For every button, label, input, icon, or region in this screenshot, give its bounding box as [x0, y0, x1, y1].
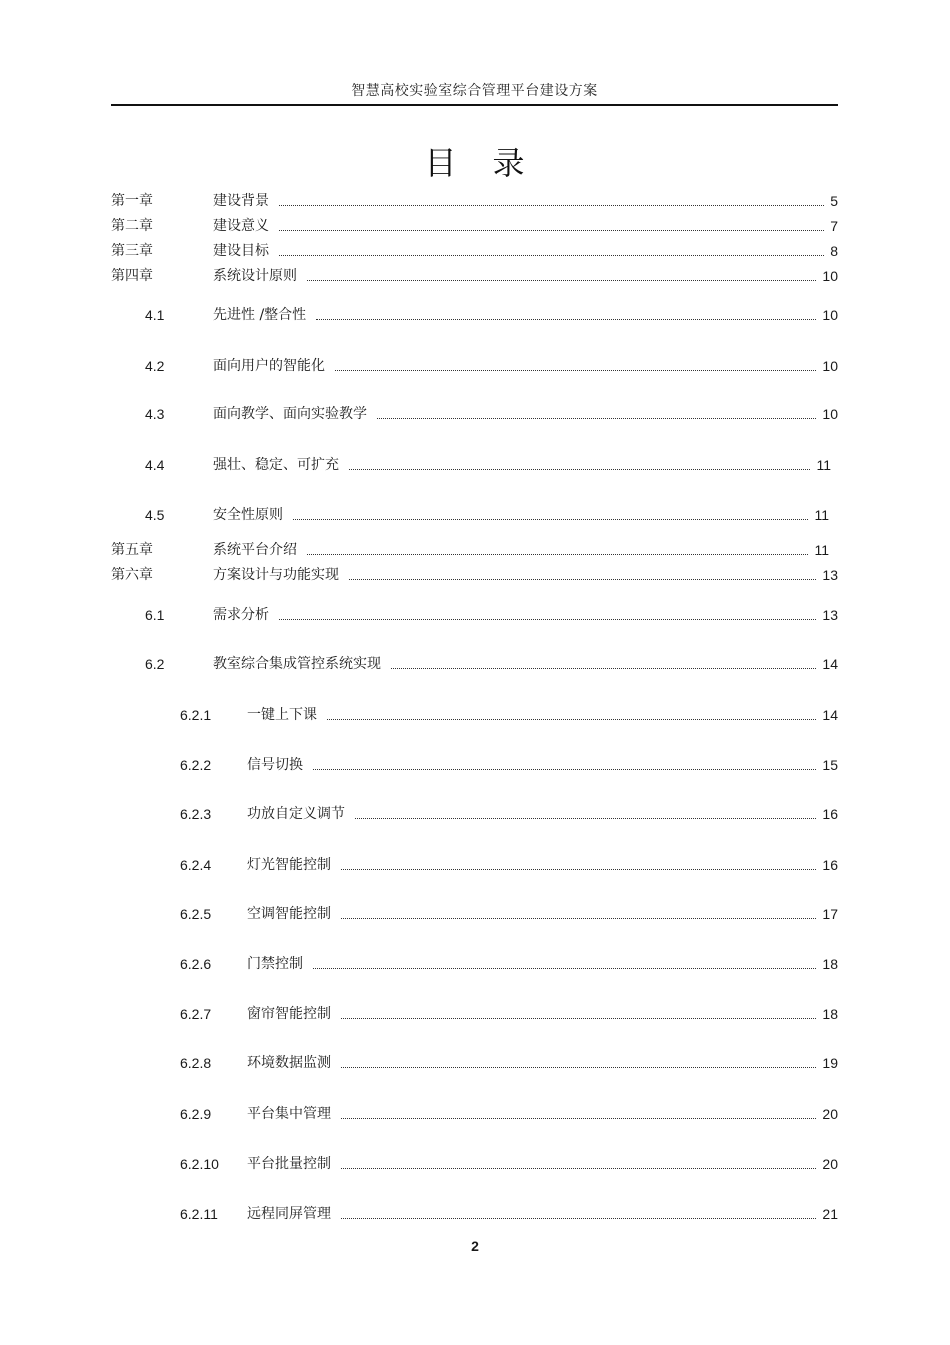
toc-entry-number: 6.2.7 — [180, 1006, 212, 1022]
dot-leader — [313, 954, 816, 974]
toc-entry-title: 空调智能控制 — [247, 906, 331, 922]
toc-entry-number: 第四章 — [111, 268, 153, 284]
dot-leader — [316, 305, 816, 325]
toc-entry-page: 19 — [822, 1055, 838, 1071]
toc-entry-page: 15 — [822, 757, 838, 773]
toc-entry-number: 6.2.11 — [180, 1206, 218, 1222]
header-rule — [111, 104, 838, 106]
dot-leader — [313, 755, 816, 775]
toc-entry-number: 4.5 — [145, 507, 165, 523]
toc-entry-number: 4.4 — [145, 457, 165, 473]
dot-leader — [341, 904, 816, 924]
toc-entry-page: 16 — [822, 857, 838, 873]
toc-entry-page: 14 — [822, 656, 838, 672]
dot-leader — [377, 404, 816, 424]
toc-entry-title: 安全性原则 — [213, 507, 283, 523]
toc-entry[interactable] — [0, 954, 838, 974]
dot-leader — [307, 266, 816, 286]
toc-entry[interactable] — [0, 804, 838, 824]
toc-entry-number: 6.2 — [145, 656, 165, 672]
dot-leader — [391, 654, 816, 674]
dot-leader — [349, 565, 816, 585]
toc-entry-number: 6.2.5 — [180, 906, 212, 922]
toc-entry[interactable] — [0, 755, 838, 775]
toc-entry-page: 18 — [822, 956, 838, 972]
toc-entry-page: 20 — [822, 1106, 838, 1122]
toc-entry-page: 21 — [822, 1206, 838, 1222]
toc-entry-title: 系统平台介绍 — [213, 542, 297, 558]
toc-entry-page: 13 — [822, 567, 838, 583]
dot-leader — [335, 356, 816, 376]
toc-title: 目录 — [424, 144, 561, 182]
dot-leader — [341, 1154, 816, 1174]
toc-entry[interactable] — [0, 455, 831, 475]
toc-entry[interactable] — [0, 404, 838, 424]
toc-entry-title: 强壮、稳定、可扩充 — [213, 457, 339, 473]
toc-entry-title: 系统设计原则 — [213, 268, 297, 284]
dot-leader — [293, 505, 808, 525]
toc-entry-title: 远程同屏管理 — [247, 1206, 331, 1222]
toc-entry-number: 6.1 — [145, 607, 165, 623]
page-number: 2 — [471, 1238, 479, 1254]
toc-entry[interactable] — [0, 216, 838, 236]
toc-entry[interactable] — [0, 1004, 838, 1024]
dot-leader — [349, 455, 810, 475]
toc-entry-page: 5 — [830, 193, 838, 209]
toc-entry-number: 第三章 — [111, 243, 153, 259]
toc-entry-number: 6.2.3 — [180, 806, 212, 822]
toc-entry-page: 10 — [822, 406, 838, 422]
dot-leader — [279, 216, 824, 236]
dot-leader — [341, 1004, 816, 1024]
toc-entry-number: 6.2.8 — [180, 1055, 212, 1071]
toc-entry-title: 需求分析 — [213, 607, 269, 623]
toc-entry-page: 10 — [822, 268, 838, 284]
toc-entry-title: 信号切换 — [247, 757, 303, 773]
toc-entry-title: 门禁控制 — [247, 956, 303, 972]
toc-entry-number: 6.2.10 — [180, 1156, 219, 1172]
toc-entry-title: 功放自定义调节 — [247, 806, 345, 822]
toc-entry-number: 6.2.6 — [180, 956, 212, 972]
toc-entry-title: 建设目标 — [213, 243, 269, 259]
toc-entry-title: 建设背景 — [213, 193, 269, 209]
dot-leader — [341, 855, 816, 875]
toc-entry-page: 18 — [822, 1006, 838, 1022]
toc-entry[interactable] — [0, 855, 838, 875]
toc-entry-page: 10 — [822, 307, 838, 323]
dot-leader — [341, 1104, 816, 1124]
toc-entry[interactable] — [0, 1104, 838, 1124]
toc-entry[interactable] — [0, 1154, 838, 1174]
dot-leader — [279, 241, 824, 261]
toc-entry-title: 窗帘智能控制 — [247, 1006, 331, 1022]
toc-entry[interactable] — [0, 654, 838, 674]
toc-entry-page: 10 — [822, 358, 838, 374]
toc-entry[interactable] — [0, 904, 838, 924]
toc-entry[interactable] — [0, 505, 829, 525]
toc-entry-title: 方案设计与功能实现 — [213, 567, 339, 583]
toc-entry-page: 8 — [830, 243, 838, 259]
dot-leader — [355, 804, 816, 824]
toc-entry-title: 建设意义 — [213, 218, 269, 234]
toc-entry[interactable] — [0, 266, 838, 286]
dot-leader — [341, 1053, 816, 1073]
toc-entry-number: 4.3 — [145, 406, 165, 422]
toc-entry-number: 6.2.2 — [180, 757, 212, 773]
toc-entry[interactable] — [0, 191, 838, 211]
toc-entry-page: 20 — [822, 1156, 838, 1172]
toc-entry[interactable] — [0, 605, 838, 625]
dot-leader — [279, 605, 816, 625]
toc-entry-page: 17 — [822, 906, 838, 922]
toc-entry-page: 14 — [822, 707, 838, 723]
toc-entry[interactable] — [0, 1053, 838, 1073]
toc-entry-number: 4.1 — [145, 307, 165, 323]
toc-entry-page: 13 — [822, 607, 838, 623]
toc-entry-title: 先进性 /整合性 — [213, 307, 307, 323]
toc-entry[interactable] — [0, 705, 838, 725]
toc-entry[interactable] — [0, 1204, 838, 1224]
toc-entry-title: 平台批量控制 — [247, 1156, 331, 1172]
toc-entry-number: 第一章 — [111, 193, 153, 209]
toc-entry[interactable] — [0, 565, 838, 585]
toc-entry-title: 面向用户的智能化 — [213, 358, 325, 374]
toc-entry[interactable] — [0, 356, 838, 376]
toc-entry-number: 4.2 — [145, 358, 165, 374]
dot-leader — [279, 191, 824, 211]
toc-entry[interactable] — [0, 305, 838, 325]
toc-entry-number: 6.2.4 — [180, 857, 212, 873]
toc-entry-page: 16 — [822, 806, 838, 822]
dot-leader — [341, 1204, 816, 1224]
toc-entry-page: 11 — [814, 542, 829, 558]
toc-entry-number: 6.2.1 — [180, 707, 212, 723]
toc-entry-title: 平台集中管理 — [247, 1106, 331, 1122]
toc-entry-number: 6.2.9 — [180, 1106, 212, 1122]
dot-leader — [327, 705, 816, 725]
toc-entry-title: 教室综合集成管控系统实现 — [213, 656, 381, 672]
toc-entry-page: 11 — [816, 457, 831, 473]
toc-entry-page: 11 — [814, 507, 829, 523]
toc-entry-number: 第六章 — [111, 567, 153, 583]
running-header: 智慧高校实验室综合管理平台建设方案 — [351, 83, 598, 99]
toc-entry-title: 一键上下课 — [247, 707, 317, 723]
toc-entry-title: 面向教学、面向实验教学 — [213, 406, 367, 422]
toc-entry-title: 灯光智能控制 — [247, 857, 331, 873]
toc-entry-number: 第二章 — [111, 218, 153, 234]
toc-entry-number: 第五章 — [111, 542, 153, 558]
toc-entry-title: 环境数据监测 — [247, 1055, 331, 1071]
toc-entry[interactable] — [0, 540, 829, 560]
toc-entry-page: 7 — [830, 218, 838, 234]
toc-entry[interactable] — [0, 241, 838, 261]
dot-leader — [307, 540, 808, 560]
